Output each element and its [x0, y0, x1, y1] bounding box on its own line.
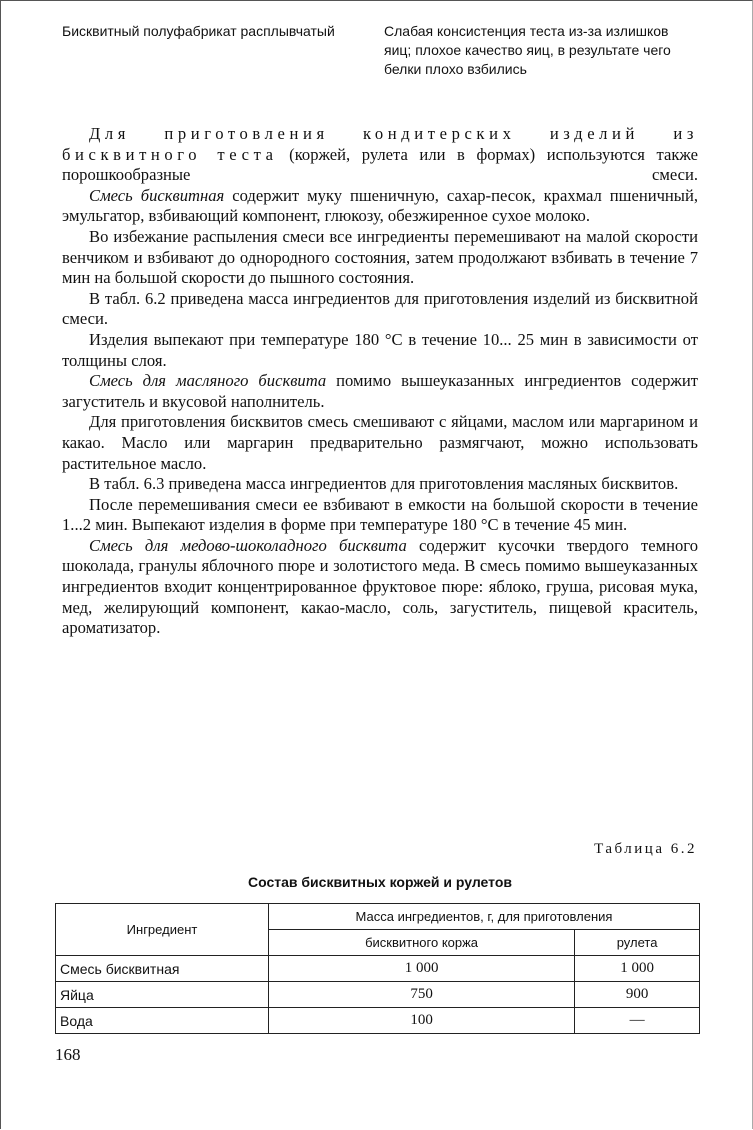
- table-title: Состав бисквитных коржей и рулетов: [248, 874, 512, 890]
- table-header-row: [56, 904, 700, 930]
- row-rulet: —: [575, 1008, 700, 1034]
- fault-name: Бисквитный полуфабрикат расплывчатый: [62, 23, 335, 39]
- spaced-heading-text: Для приготовления кондитерских изделий из бисквитного теста: [62, 124, 698, 164]
- fault-cause: Слабая консистенция теста из-за излишков яиц; плохое качество яиц, в результате чего белки плохо взбились: [384, 23, 671, 77]
- header-ingredient: Ингредиент: [56, 904, 269, 956]
- paragraph-9: После перемешивания смеси ее взбивают в емкости на большой скорости в течение 1...2 мин. Выпекают изделия в форме при температуре 180 °С в течение 45 мин.: [62, 494, 698, 535]
- table-number: Таблица 6.2: [594, 841, 697, 857]
- paragraph-7: Для приготовления бисквитов смесь смешивают с яйцами, маслом или маргарином и какао. Масло или маргарин предварительно размягчают, можно использовать растительное масло.: [62, 412, 698, 473]
- paragraph-10: Смесь для медово-шоколадного бисквита содержит кусочки твердого темного шоколада, гранулы яблочного пюре и золотистого меда. В смесь помимо вышеуказанных ингредиентов входит концентрированное фруктовое пюре: яблоко, груша, рисовая мука, мед, желирующий компонент, какао-масло, соль, загуститель, пищевой краситель, ароматизатор.: [62, 535, 698, 638]
- fault-table-row: [62, 22, 702, 79]
- row-korzh: 100: [269, 1008, 575, 1034]
- row-korzh: 1 000: [269, 956, 575, 982]
- page-number: 168: [55, 1045, 81, 1064]
- table-row: [56, 982, 700, 1008]
- row-korzh: 750: [269, 982, 575, 1008]
- paragraph-3: Во избежание распыления смеси все ингредиенты перемешивают на малой скорости венчиком и взбивают до однородного состояния, затем продолжают взбивать в течение 7 мин на большой скорости до пышного состояния.: [62, 226, 698, 288]
- paragraph-4: В табл. 6.2 приведена масса ингредиентов для приготовления изделий из бисквитной смеси.: [62, 288, 698, 329]
- paragraph-8: В табл. 6.3 приведена масса ингредиентов для приготовления масляных бисквитов.: [89, 474, 679, 494]
- table-row: [56, 956, 700, 982]
- header-korzh: бисквитного коржа: [269, 930, 575, 956]
- term-butter-biscuit: Смесь для масляного бисквита: [89, 371, 327, 391]
- paragraph-1: Для приготовления кондитерских изделий из бисквитного теста (коржей, рулета или в формах) используются также порошкообразные смеси.: [62, 124, 698, 185]
- paragraph-6: Смесь для масляного бисквита помимо вышеуказанных ингредиентов содержит загуститель и вкусовой наполнитель.: [62, 371, 698, 411]
- paragraph-5: Изделия выпекают при температуре 180 °С в течение 10... 25 мин в зависимости от толщины слоя.: [62, 329, 698, 370]
- paragraph-2: Смесь бисквитная содержит муку пшеничную, сахар-песок, крахмал пшеничный, эмульгатор, взбивающий компонент, глюкозу, обезжиренное сухое молоко.: [62, 185, 698, 226]
- row-rulet: 1 000: [575, 956, 700, 982]
- row-name: Вода: [56, 1008, 269, 1034]
- term-honey-chocolate-biscuit: Смесь для медово-шоколадного бисквита: [89, 535, 407, 555]
- table-row: [56, 1008, 700, 1034]
- row-name: Яйца: [56, 982, 269, 1008]
- ingredients-table: [55, 903, 700, 1034]
- header-mass: Масса ингредиентов, г, для приготовления: [269, 904, 700, 930]
- body-text: [62, 124, 698, 639]
- row-name: Смесь бисквитная: [56, 956, 269, 982]
- row-rulet: 900: [575, 982, 700, 1008]
- term-biscuit-mix: Смесь бисквитная: [89, 185, 225, 205]
- header-rulet: рулета: [575, 930, 700, 956]
